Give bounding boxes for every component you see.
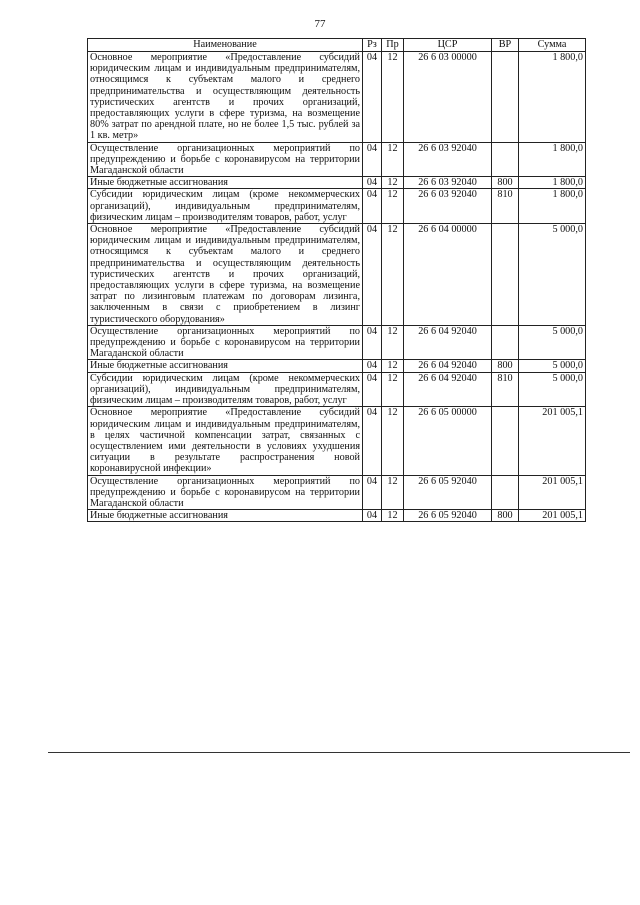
cell-pr: 12 bbox=[382, 360, 404, 372]
cell-sum: 1 800,0 bbox=[519, 177, 586, 189]
cell-csr: 26 6 04 00000 bbox=[404, 224, 492, 326]
cell-csr: 26 6 03 92040 bbox=[404, 142, 492, 177]
table-row bbox=[88, 510, 586, 522]
table-row bbox=[88, 142, 586, 177]
bottom-rule bbox=[48, 752, 630, 753]
cell-rz: 04 bbox=[363, 142, 382, 177]
cell-sum: 1 800,0 bbox=[519, 52, 586, 143]
cell-vr: 810 bbox=[492, 189, 519, 224]
header-rz: Рз bbox=[363, 39, 382, 52]
cell-rz: 04 bbox=[363, 177, 382, 189]
cell-rz: 04 bbox=[363, 325, 382, 360]
page-number: 77 bbox=[314, 18, 326, 30]
cell-rz: 04 bbox=[363, 52, 382, 143]
cell-sum: 5 000,0 bbox=[519, 325, 586, 360]
cell-pr: 12 bbox=[382, 52, 404, 143]
cell-vr bbox=[492, 407, 519, 475]
cell-name: Субсидии юридическим лицам (кроме некоммерческих организаций), индивидуальным предпринимателям, физическим лицам – производителям товаров, работ, услуг bbox=[88, 189, 363, 224]
cell-sum: 201 005,1 bbox=[519, 475, 586, 510]
cell-pr: 12 bbox=[382, 475, 404, 510]
cell-name: Осуществление организационных мероприятий по предупреждению и борьбе с коронавирусом на территории Магаданской области bbox=[88, 325, 363, 360]
header-csr: ЦСР bbox=[404, 39, 492, 52]
cell-vr: 800 bbox=[492, 177, 519, 189]
cell-pr: 12 bbox=[382, 407, 404, 475]
cell-csr: 26 6 03 92040 bbox=[404, 189, 492, 224]
cell-vr bbox=[492, 325, 519, 360]
cell-pr: 12 bbox=[382, 142, 404, 177]
cell-sum: 1 800,0 bbox=[519, 189, 586, 224]
cell-pr: 12 bbox=[382, 325, 404, 360]
cell-csr: 26 6 05 92040 bbox=[404, 510, 492, 522]
table-body bbox=[88, 52, 586, 522]
cell-sum: 5 000,0 bbox=[519, 224, 586, 326]
cell-rz: 04 bbox=[363, 372, 382, 407]
cell-vr bbox=[492, 52, 519, 143]
table-row bbox=[88, 325, 586, 360]
cell-name: Иные бюджетные ассигнования bbox=[88, 360, 363, 372]
cell-csr: 26 6 03 92040 bbox=[404, 177, 492, 189]
cell-sum: 201 005,1 bbox=[519, 407, 586, 475]
budget-table bbox=[87, 38, 586, 522]
table-row bbox=[88, 189, 586, 224]
cell-csr: 26 6 04 92040 bbox=[404, 372, 492, 407]
cell-pr: 12 bbox=[382, 189, 404, 224]
cell-csr: 26 6 03 00000 bbox=[404, 52, 492, 143]
table-header-row bbox=[88, 39, 586, 52]
table-row bbox=[88, 224, 586, 326]
cell-csr: 26 6 04 92040 bbox=[404, 360, 492, 372]
cell-sum: 5 000,0 bbox=[519, 360, 586, 372]
cell-pr: 12 bbox=[382, 510, 404, 522]
cell-rz: 04 bbox=[363, 475, 382, 510]
cell-vr bbox=[492, 475, 519, 510]
cell-csr: 26 6 05 00000 bbox=[404, 407, 492, 475]
table-row bbox=[88, 177, 586, 189]
cell-name: Основное мероприятие «Предоставление субсидий юридическим лицам и индивидуальным предпринимателям, относящимся к субъектам малого и среднего предпринимательства и осуществляющим деятельность туристических агентств и прочих организаций, предоставляющих услуги в сфере туризма, на возмещение 80% затрат по арендной плате, но не более 1,5 тыс. рублей за 1 кв. метр» bbox=[88, 52, 363, 143]
cell-rz: 04 bbox=[363, 360, 382, 372]
header-name: Наименование bbox=[88, 39, 363, 52]
cell-vr: 800 bbox=[492, 510, 519, 522]
table-row bbox=[88, 52, 586, 143]
cell-rz: 04 bbox=[363, 407, 382, 475]
cell-name: Субсидии юридическим лицам (кроме некоммерческих организаций), индивидуальным предпринимателям, физическим лицам – производителям товаров, работ, услуг bbox=[88, 372, 363, 407]
cell-rz: 04 bbox=[363, 189, 382, 224]
table-row bbox=[88, 475, 586, 510]
header-vr: ВР bbox=[492, 39, 519, 52]
cell-sum: 5 000,0 bbox=[519, 372, 586, 407]
cell-vr: 810 bbox=[492, 372, 519, 407]
cell-pr: 12 bbox=[382, 372, 404, 407]
cell-pr: 12 bbox=[382, 224, 404, 326]
cell-vr bbox=[492, 224, 519, 326]
cell-name: Осуществление организационных мероприятий по предупреждению и борьбе с коронавирусом на территории Магаданской области bbox=[88, 475, 363, 510]
cell-name: Иные бюджетные ассигнования bbox=[88, 510, 363, 522]
cell-name: Основное мероприятие «Предоставление субсидий юридическим лицам и индивидуальным предпринимателям, в целях частичной компенсации затрат, связанных с осуществлением ими деятельности в условиях ухудшения ситуации в результате распространения новой коронавирусной инфекции» bbox=[88, 407, 363, 475]
cell-csr: 26 6 04 92040 bbox=[404, 325, 492, 360]
cell-sum: 201 005,1 bbox=[519, 510, 586, 522]
cell-vr: 800 bbox=[492, 360, 519, 372]
cell-vr bbox=[492, 142, 519, 177]
cell-rz: 04 bbox=[363, 224, 382, 326]
table-row bbox=[88, 372, 586, 407]
header-sum: Сумма bbox=[519, 39, 586, 52]
cell-name: Осуществление организационных мероприятий по предупреждению и борьбе с коронавирусом на территории Магаданской области bbox=[88, 142, 363, 177]
cell-name: Иные бюджетные ассигнования bbox=[88, 177, 363, 189]
cell-rz: 04 bbox=[363, 510, 382, 522]
cell-pr: 12 bbox=[382, 177, 404, 189]
cell-csr: 26 6 05 92040 bbox=[404, 475, 492, 510]
table-row bbox=[88, 407, 586, 475]
cell-name: Основное мероприятие «Предоставление субсидий юридическим лицам и индивидуальным предпринимателям, относящимся к субъектам малого и среднего предпринимательства и осуществляющим деятельность туристических агентств и прочих организаций, предоставляющих услуги в сфере туризма, на возмещение затрат по лизинговым платежам по договорам лизинга, заключенным в связи с приобретением в лизинг туристического оборудования» bbox=[88, 224, 363, 326]
table-row bbox=[88, 360, 586, 372]
header-pr: Пр bbox=[382, 39, 404, 52]
cell-sum: 1 800,0 bbox=[519, 142, 586, 177]
